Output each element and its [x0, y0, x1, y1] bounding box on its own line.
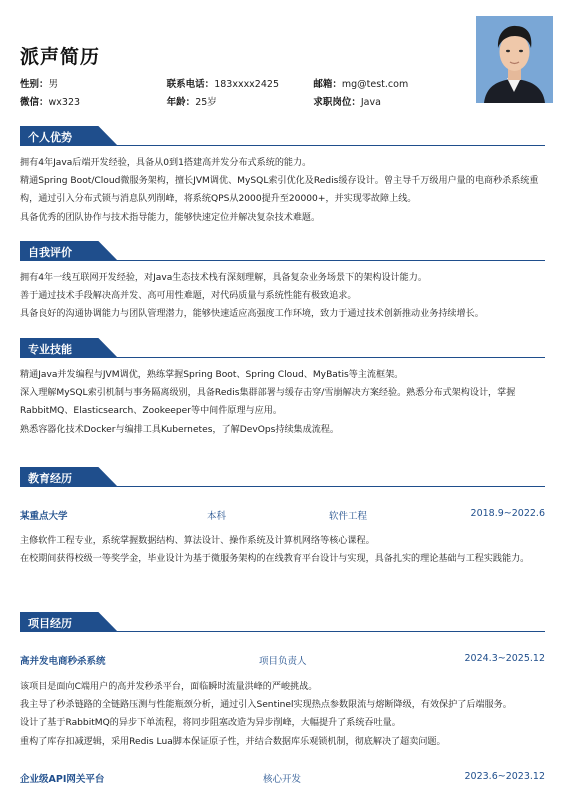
- gender-field: 性别：男: [20, 79, 59, 90]
- avatar-photo: [476, 16, 553, 103]
- resume-name: 派声简历: [20, 46, 101, 68]
- education-content: 主修软件工程专业，系统掌握数据结构、算法设计、操作系统及计算机网络等核心课程。 在校期间获得校级一等奖学金，毕业设计为基于微服务架构的在线教育平台设计与实现，具备扎实的理论基础与工程实践能力。: [20, 536, 530, 565]
- project-entry-2: [20, 771, 545, 787]
- phone-field: 联系电话：183xxxx2425: [166, 79, 279, 90]
- email-field: 邮箱：mg@test.com: [313, 79, 409, 90]
- age-field: 年龄：25岁: [166, 97, 217, 108]
- school-name: 某重点大学: [20, 511, 68, 522]
- self-eval-content: 拥有4年一线互联网开发经验，对Java生态技术栈有深刻理解，具备复杂业务场景下的架构设计能力。 善于通过技术手段解决高并发、高可用性难题，对代码质量与系统性能有极致追求。 具备良好的沟通协调能力与团队管理潜力，能够快速适应高强度工作环境，致力于通过技术创新推动业务持续增长。: [20, 273, 484, 320]
- project-name: 企业级API网关平台: [20, 774, 105, 785]
- project-name: 高并发电商秒杀系统: [20, 656, 106, 667]
- project-1-content: 该项目是面向C端用户的高并发秒杀平台，面临瞬时流量洪峰的严峻挑战。 我主导了秒杀链路的全链路压测与性能瓶颈分析，通过引入Sentinel实现热点参数限流与熔断降级，有效保护了后端服务。 设计了基于RabbitMQ的异步下单流程，将同步阻塞改造为异步削峰，大幅提升了系统吞吐量。 重构了库存扣减逻辑，采用Redis Lua脚本保证原子性，并结合数据库乐观锁机制，彻底解决了超卖问题。: [20, 682, 512, 747]
- section-skills-header: 专业技能: [20, 338, 545, 358]
- project-role: 项目负责人: [259, 656, 307, 667]
- major: 软件工程: [329, 511, 368, 522]
- degree: 本科: [207, 511, 227, 522]
- section-self-eval-header: 自我评价: [20, 241, 545, 261]
- project-role: 核心开发: [263, 774, 302, 785]
- section-projects-header: 项目经历: [20, 612, 545, 632]
- personal-info: [20, 76, 460, 112]
- project-entry-1: [20, 653, 545, 669]
- section-advantages-header: 个人优势: [20, 126, 545, 146]
- skills-content: 精通Java并发编程与JVM调优，熟练掌握Spring Boot、Spring Cloud、MyBatis等主流框架。 深入理解MySQL索引机制与事务隔离级别，具备Redis集群部署与缓存击穿/雪崩解决方案经验。熟悉分布式架构设计，掌握RabbitMQ、Elasticsearch、Zookeeper等中间件原理与应用。 熟悉容器化技术Docker与编排工具Kubernetes，了解DevOps持续集成流程。: [20, 370, 516, 435]
- section-education-header: 教育经历: [20, 467, 545, 487]
- education-entry: [20, 508, 545, 524]
- project-period: 2024.3~2025.12: [464, 653, 545, 664]
- advantages-content: 拥有4年Java后端开发经验，具备从0到1搭建高并发分布式系统的能力。 精通Spring Boot/Cloud微服务架构，擅长JVM调优、MySQL索引优化及Redis缓存设计。曾主导千万级用户量的电商秒杀系统重构，通过引入分布式锁与消息队列削峰，将系统QPS从2000提升至20000+，并实现零故障上线。 具备优秀的团队协作与技术指导能力，能够快速定位并解决复杂技术难题。: [20, 158, 539, 223]
- education-period: 2018.9~2022.6: [470, 508, 545, 519]
- position-field: 求职岗位：Java: [313, 97, 381, 108]
- wechat-field: 微信：wx323: [20, 97, 81, 108]
- project-period: 2023.6~2023.12: [464, 771, 545, 782]
